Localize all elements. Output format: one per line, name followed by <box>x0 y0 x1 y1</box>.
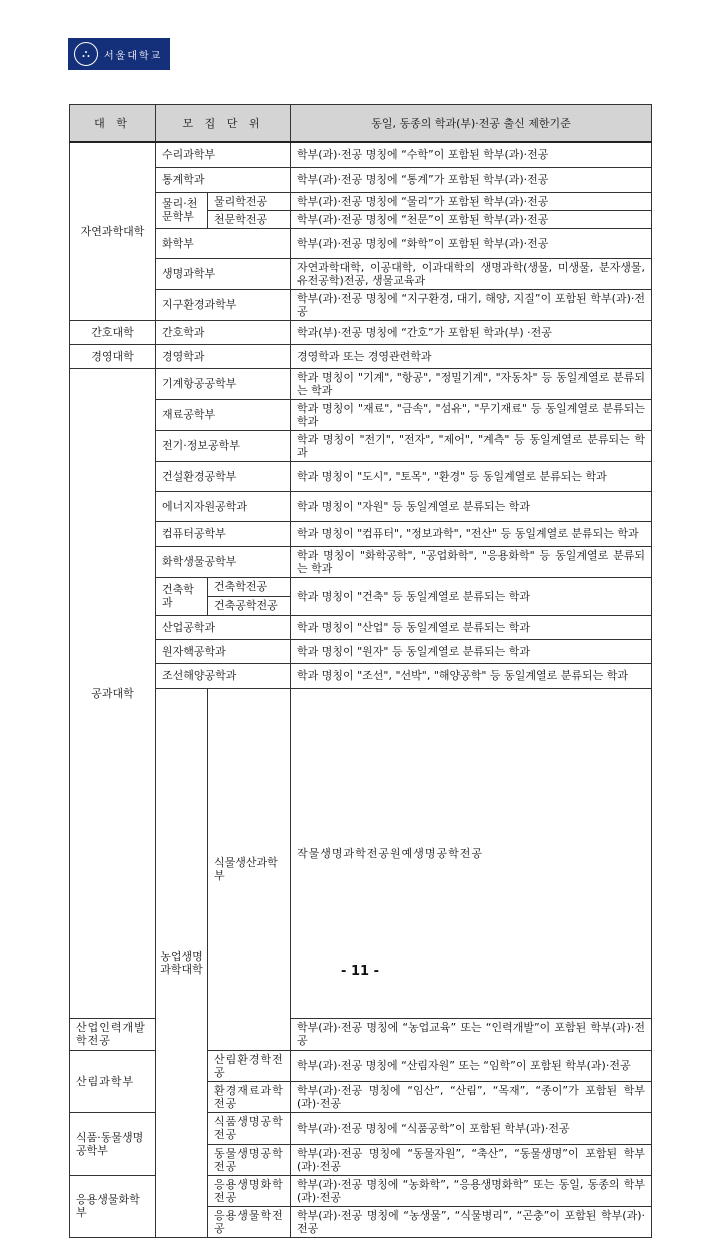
sub-unit-cell: 작물생명과학전공원예생명공학전공 <box>291 688 652 1018</box>
unit-cell: 기계항공공학부 <box>156 368 291 399</box>
unit-cell: 원자핵공학과 <box>156 639 291 663</box>
table-row <box>70 546 652 577</box>
table-row <box>70 663 652 688</box>
criteria-cell: 학부(과)·전공 명칭에 “수학”이 포함된 학부(과)·전공 <box>291 142 652 167</box>
sub-unit-cell: 응용생명화학전공 <box>208 1175 291 1206</box>
sub-unit-cell: 천문학전공 <box>208 210 291 228</box>
header-criteria: 동일, 동종의 학과(부)·전공 출신 제한기준 <box>291 105 652 143</box>
unit-cell: 전기·정보공학부 <box>156 430 291 461</box>
sub-unit-cell: 산림환경학전공 <box>208 1050 291 1081</box>
unit-cell: 통계학과 <box>156 167 291 192</box>
criteria-cell: 학과 명칭이 "전기", "전자", "제어", "계측" 등 동일계열로 분류되는 학과 <box>291 430 652 461</box>
unit-cell: 에너지자원공학과 <box>156 491 291 521</box>
criteria-cell: 학과 명칭이 "원자" 등 동일계열로 분류되는 학과 <box>291 639 652 663</box>
criteria-cell: 학부(과)·전공 명칭에 “농업교육” 또는 “인력개발”이 포함된 학부(과)·전공 <box>291 1018 652 1050</box>
unit-cell: 재료공학부 <box>156 399 291 430</box>
unit-cell: 수리과학부 <box>156 142 291 167</box>
criteria-cell: 학과 명칭이 "재료", "금속", "섬유", "무기재료" 등 동일계열로 분류되는 학과 <box>291 399 652 430</box>
unit-cell: 생명과학부 <box>156 258 291 289</box>
unit-cell: 지구환경과학부 <box>156 289 291 320</box>
unit-cell: 건설환경공학부 <box>156 461 291 491</box>
criteria-cell: 학부(과)·전공 명칭에 “식품공학”이 포함된 학부(과)·전공 <box>291 1112 652 1144</box>
header-unit: 모 집 단 위 <box>156 105 291 143</box>
criteria-cell: 학과 명칭이 "산업" 등 동일계열로 분류되는 학과 <box>291 615 652 639</box>
criteria-cell: 학부(과)·전공 명칭에 “물리”가 포함된 학부(과)·전공 <box>291 192 652 210</box>
table-row <box>70 399 652 430</box>
criteria-cell: 학부(과)·전공 명칭에 “농생물”, “식물병리”, “곤충”이 포함된 학부(과)·전공 <box>291 1206 652 1237</box>
table-row <box>70 167 652 192</box>
criteria-cell: 학부(과)·전공 명칭에 “천문”이 포함된 학부(과)·전공 <box>291 210 652 228</box>
unit-cell: 식품·동물생명공학부 <box>70 1112 156 1175</box>
criteria-cell: 학과 명칭이 "건축" 등 동일계열로 분류되는 학과 <box>291 577 652 615</box>
table-row <box>70 615 652 639</box>
unit-cell: 경영학과 <box>156 344 291 368</box>
restriction-table <box>69 104 652 1238</box>
criteria-cell: 학부(과)·전공 명칭에 “농화학”, “응용생명화학” 또는 동일, 동종의 학부(과)·전공 <box>291 1175 652 1206</box>
logo-text: 서울대학교 <box>104 50 163 62</box>
unit-cell: 응용생물화학부 <box>70 1175 156 1237</box>
unit-cell: 물리·천문학부 <box>156 192 208 228</box>
college-nursing: 간호대학 <box>70 320 156 344</box>
table-row <box>70 639 652 663</box>
criteria-cell: 학과 명칭이 "기계", "항공", "정밀기계", "자동차" 등 동일계열로 분류되는 학과 <box>291 368 652 399</box>
university-logo <box>68 38 170 70</box>
unit-cell: 화학생물공학부 <box>156 546 291 577</box>
criteria-cell: 학과 명칭이 "자원" 등 동일계열로 분류되는 학과 <box>291 491 652 521</box>
college-agriculture: 농업생명과학대학 <box>156 688 208 1237</box>
table-row <box>70 461 652 491</box>
page-number: - 11 - <box>341 964 379 979</box>
criteria-cell: 학과 명칭이 "도시", "토목", "환경" 등 동일계열로 분류되는 학과 <box>291 461 652 491</box>
criteria-cell: 학과(부)·전공 명칭에 “간호”가 포함된 학과(부) ·전공 <box>291 320 652 344</box>
table-row <box>70 192 652 210</box>
sub-unit-cell: 건축공학전공 <box>208 596 291 615</box>
sub-unit-cell: 응용생물학전공 <box>208 1206 291 1237</box>
table-row <box>70 142 652 167</box>
criteria-cell: 학부(과)·전공 명칭에 “임산”, “산림”, “목재”, “종이”가 포함된 학부(과)·전공 <box>291 1081 652 1112</box>
criteria-cell: 학과 명칭이 "컴퓨터", "정보과학", "전산" 등 동일계열로 분류되는 학과 <box>291 521 652 546</box>
table-row <box>70 368 652 399</box>
table-row <box>70 430 652 461</box>
criteria-cell: 경영학과 또는 경영관련학과 <box>291 344 652 368</box>
college-business: 경영대학 <box>70 344 156 368</box>
sub-unit-cell: 산업인력개발학전공 <box>70 1018 156 1050</box>
college-natural: 자연과학대학 <box>70 142 156 320</box>
table-row <box>70 320 652 344</box>
criteria-cell: 학부(과)·전공 명칭에 “동물자원”, “축산”, “동물생명”이 포함된 학부(과)·전공 <box>291 1144 652 1175</box>
table-row <box>70 228 652 258</box>
sub-unit-cell: 물리학전공 <box>208 192 291 210</box>
criteria-cell: 자연과학대학, 이공대학, 이과대학의 생명과학(생물, 미생물, 분자생물, 유전공학)전공, 생물교육과 <box>291 258 652 289</box>
unit-cell: 화학부 <box>156 228 291 258</box>
table-row <box>70 521 652 546</box>
criteria-cell: 학부(과)·전공 명칭에 “산림자원” 또는 “임학”이 포함된 학부(과)·전공 <box>291 1050 652 1081</box>
unit-cell: 산업공학과 <box>156 615 291 639</box>
unit-cell: 건축학과 <box>156 577 208 615</box>
header-college: 대 학 <box>70 105 156 143</box>
table-row <box>70 258 652 289</box>
table-row <box>70 577 652 596</box>
sub-unit-cell: 식품생명공학전공 <box>208 1112 291 1144</box>
table-row <box>70 289 652 320</box>
criteria-cell: 학부(과)·전공 명칭에 “지구환경, 대기, 해양, 지질”이 포함된 학부(과)·전공 <box>291 289 652 320</box>
unit-cell: 간호학과 <box>156 320 291 344</box>
unit-cell: 컴퓨터공학부 <box>156 521 291 546</box>
table-row <box>70 491 652 521</box>
table-header <box>70 105 652 143</box>
criteria-cell: 학과 명칭이 "화학공학", "공업화학", "응용화학" 등 동일계열로 분류되는 학과 <box>291 546 652 577</box>
criteria-cell: 학과 명칭이 "조선", "선박", "해양공학" 등 동일계열로 분류되는 학과 <box>291 663 652 688</box>
sub-unit-cell: 환경재료과학전공 <box>208 1081 291 1112</box>
unit-cell: 식물생산과학부 <box>208 688 291 1050</box>
sub-unit-cell: 동물생명공학전공 <box>208 1144 291 1175</box>
criteria-cell: 학부(과)·전공 명칭에 “통계”가 포함된 학부(과)·전공 <box>291 167 652 192</box>
unit-cell: 조선해양공학과 <box>156 663 291 688</box>
table-row <box>70 344 652 368</box>
college-engineering: 공과대학 <box>70 368 156 1018</box>
unit-cell: 산림과학부 <box>70 1050 156 1112</box>
criteria-cell: 학부(과)·전공 명칭에 “화학”이 포함된 학부(과)·전공 <box>291 228 652 258</box>
snu-emblem-icon: ⛬ <box>74 42 98 66</box>
sub-unit-cell: 건축학전공 <box>208 577 291 596</box>
